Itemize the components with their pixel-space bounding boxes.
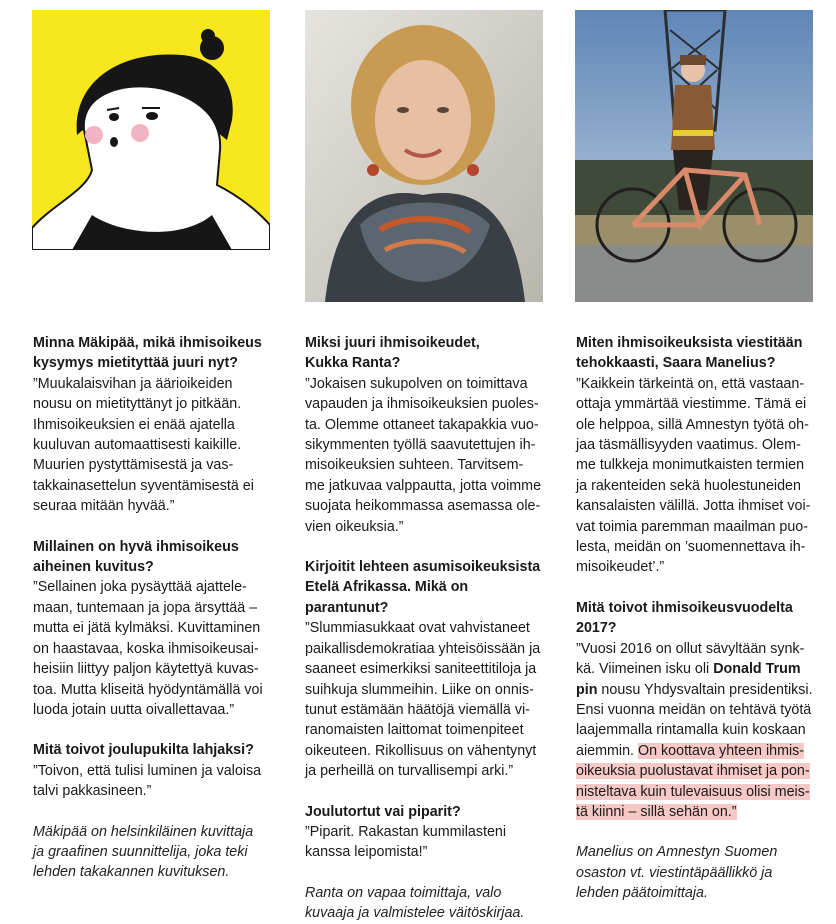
answer: ”Slummiasukkaat ovat vahvistaneet paikallisdemokratiaa yhteisöissään ja saaneet esimerkiksi saniteettitiloja ja suihkuja slummeihin. Liike on onnis- tunut estämään häätöjä viemällä vi- ranomaisten laittomat toimenpiteet oikeuteen. Rikollisuus on vähentynyt ja perheillä on turvallisempi arki.” (305, 620, 541, 780)
question: Minna Mäkipää, mikä ihmisoikeus kysymys mietityttää juuri nyt? (33, 335, 262, 372)
column-saara (576, 333, 821, 904)
question: Miten ihmisoikeuksista viestitään tehokkaasti, Saara Manelius? (576, 335, 803, 372)
question: Mitä toivot ihmisoikeusvuodelta 2017? (576, 599, 793, 637)
author-credit: Ranta on vapaa toimittaja, valo kuvaaja ja valmistelee väitöskirjaa. (305, 884, 525, 922)
answer: ”Kaikkein tärkeintä on, että vastaan- ottaja ymmärtää viestimme. Tämä ei ole helppoa, sillä Amnestyn työtä oh- jaa täsmällisyyden vaatimus. Olem- me tulkkeja monimutkaisten termien ja rakenteiden sekä huolestuneiden kansalaisten välillä. Jotta ihmiset voi- vat toimia paremman maailman puo- lesta, meidän on ’suomennettava ih- misoikeudet’.” (576, 375, 811, 576)
author-credit: Mäkipää on helsinkiläinen kuvittaja ja graafinen suunnittelija, joka teki lehden takakannen kuvituksen. (33, 823, 254, 881)
answer: ”Muukalaisvihan ja äärioikeiden nousu on mietityttänyt jo pitkään. Ihmisoikeuksien ei enää ajatella kuuluvan automaattisesti kaikille. Muurien pystyttämisestä ja vas- takkainasettelun syventämisestä ei seuraa mitään hyvää.” (33, 375, 254, 515)
highlighted-name: Donald Trum (713, 661, 801, 678)
photo-saara-manelius (575, 10, 813, 302)
column-kukka (305, 333, 550, 924)
answer: ”Piparit. Rakastan kummilasteni kanssa leipomista!” (305, 823, 507, 861)
illustration-minna-makipaa (32, 10, 270, 250)
highlighted-quote: On koottava yhteen ihmis- (637, 742, 805, 759)
portrait-photo (305, 10, 543, 302)
answer: ”Toivon, että tulisi luminen ja valoisa talvi pakkasineen.” (33, 762, 262, 800)
photo-kukka-ranta (305, 10, 543, 302)
bicycle-photo (575, 10, 813, 302)
question: Kirjoitit lehteen asumisoikeuksista Etelä Afrikassa. Mikä on parantunut? (305, 559, 541, 616)
question: Millainen on hyvä ihmisoikeus aiheinen kuvitus? (33, 538, 239, 576)
column-minna (33, 333, 273, 883)
answer: ”Jokaisen sukupolven on toimittava vapauden ja ihmisoikeuksien puoles- ta. Olemme ottaneet takapakkia vuo- sikymmenten työllä saavutettujen ih- misoikeuksien suhteen. Tarvitsem- me jatkuvaa valppautta, jotta voimme suojata heikommassa asemassa ole- vien oikeuksia.” (305, 375, 542, 535)
author-credit: Manelius on Amnestyn Suomen osaston vt. viestintäpäällikkö ja lehden päätoimittaja. (576, 844, 778, 902)
answer: ”Sellainen joka pysäyttää ajattele- maan, tuntemaan ja jopa ärsyttää – mutta ei jätä kylmäksi. Kuvittaminen on haastavaa, koska ihmisoikeusai- heisiin liittyy paljon käytettyä kuvas- toa. Mutta kliseitä hyödyntämällä voi luoda jotain uutta oivallettavaa.” (33, 579, 263, 718)
question: Miksi juuri ihmisoikeudet, Kukka Ranta? (305, 335, 480, 372)
question: Joulutortut vai piparit? (305, 803, 461, 820)
illustrated-portrait (32, 10, 270, 250)
answer: ”Vuosi 2016 on ollut sävyltään synk- kä. Viimeinen isku oli Donald Trum pin nousu Yhdysvaltain presidentiksi. Ensi vuonna meidän on tehtävä työtä laajemmalla rintamalla kuin koskaan aiemmin. On koottava yhteen ihmis- oikeuksia puolustavat ihmiset ja pon- nisteltava kuin tulevaisuus olisi meis- tä kiinni – sillä sehän on.” (576, 640, 813, 820)
question: Mitä toivot joulupukilta lahjaksi? (33, 742, 254, 759)
